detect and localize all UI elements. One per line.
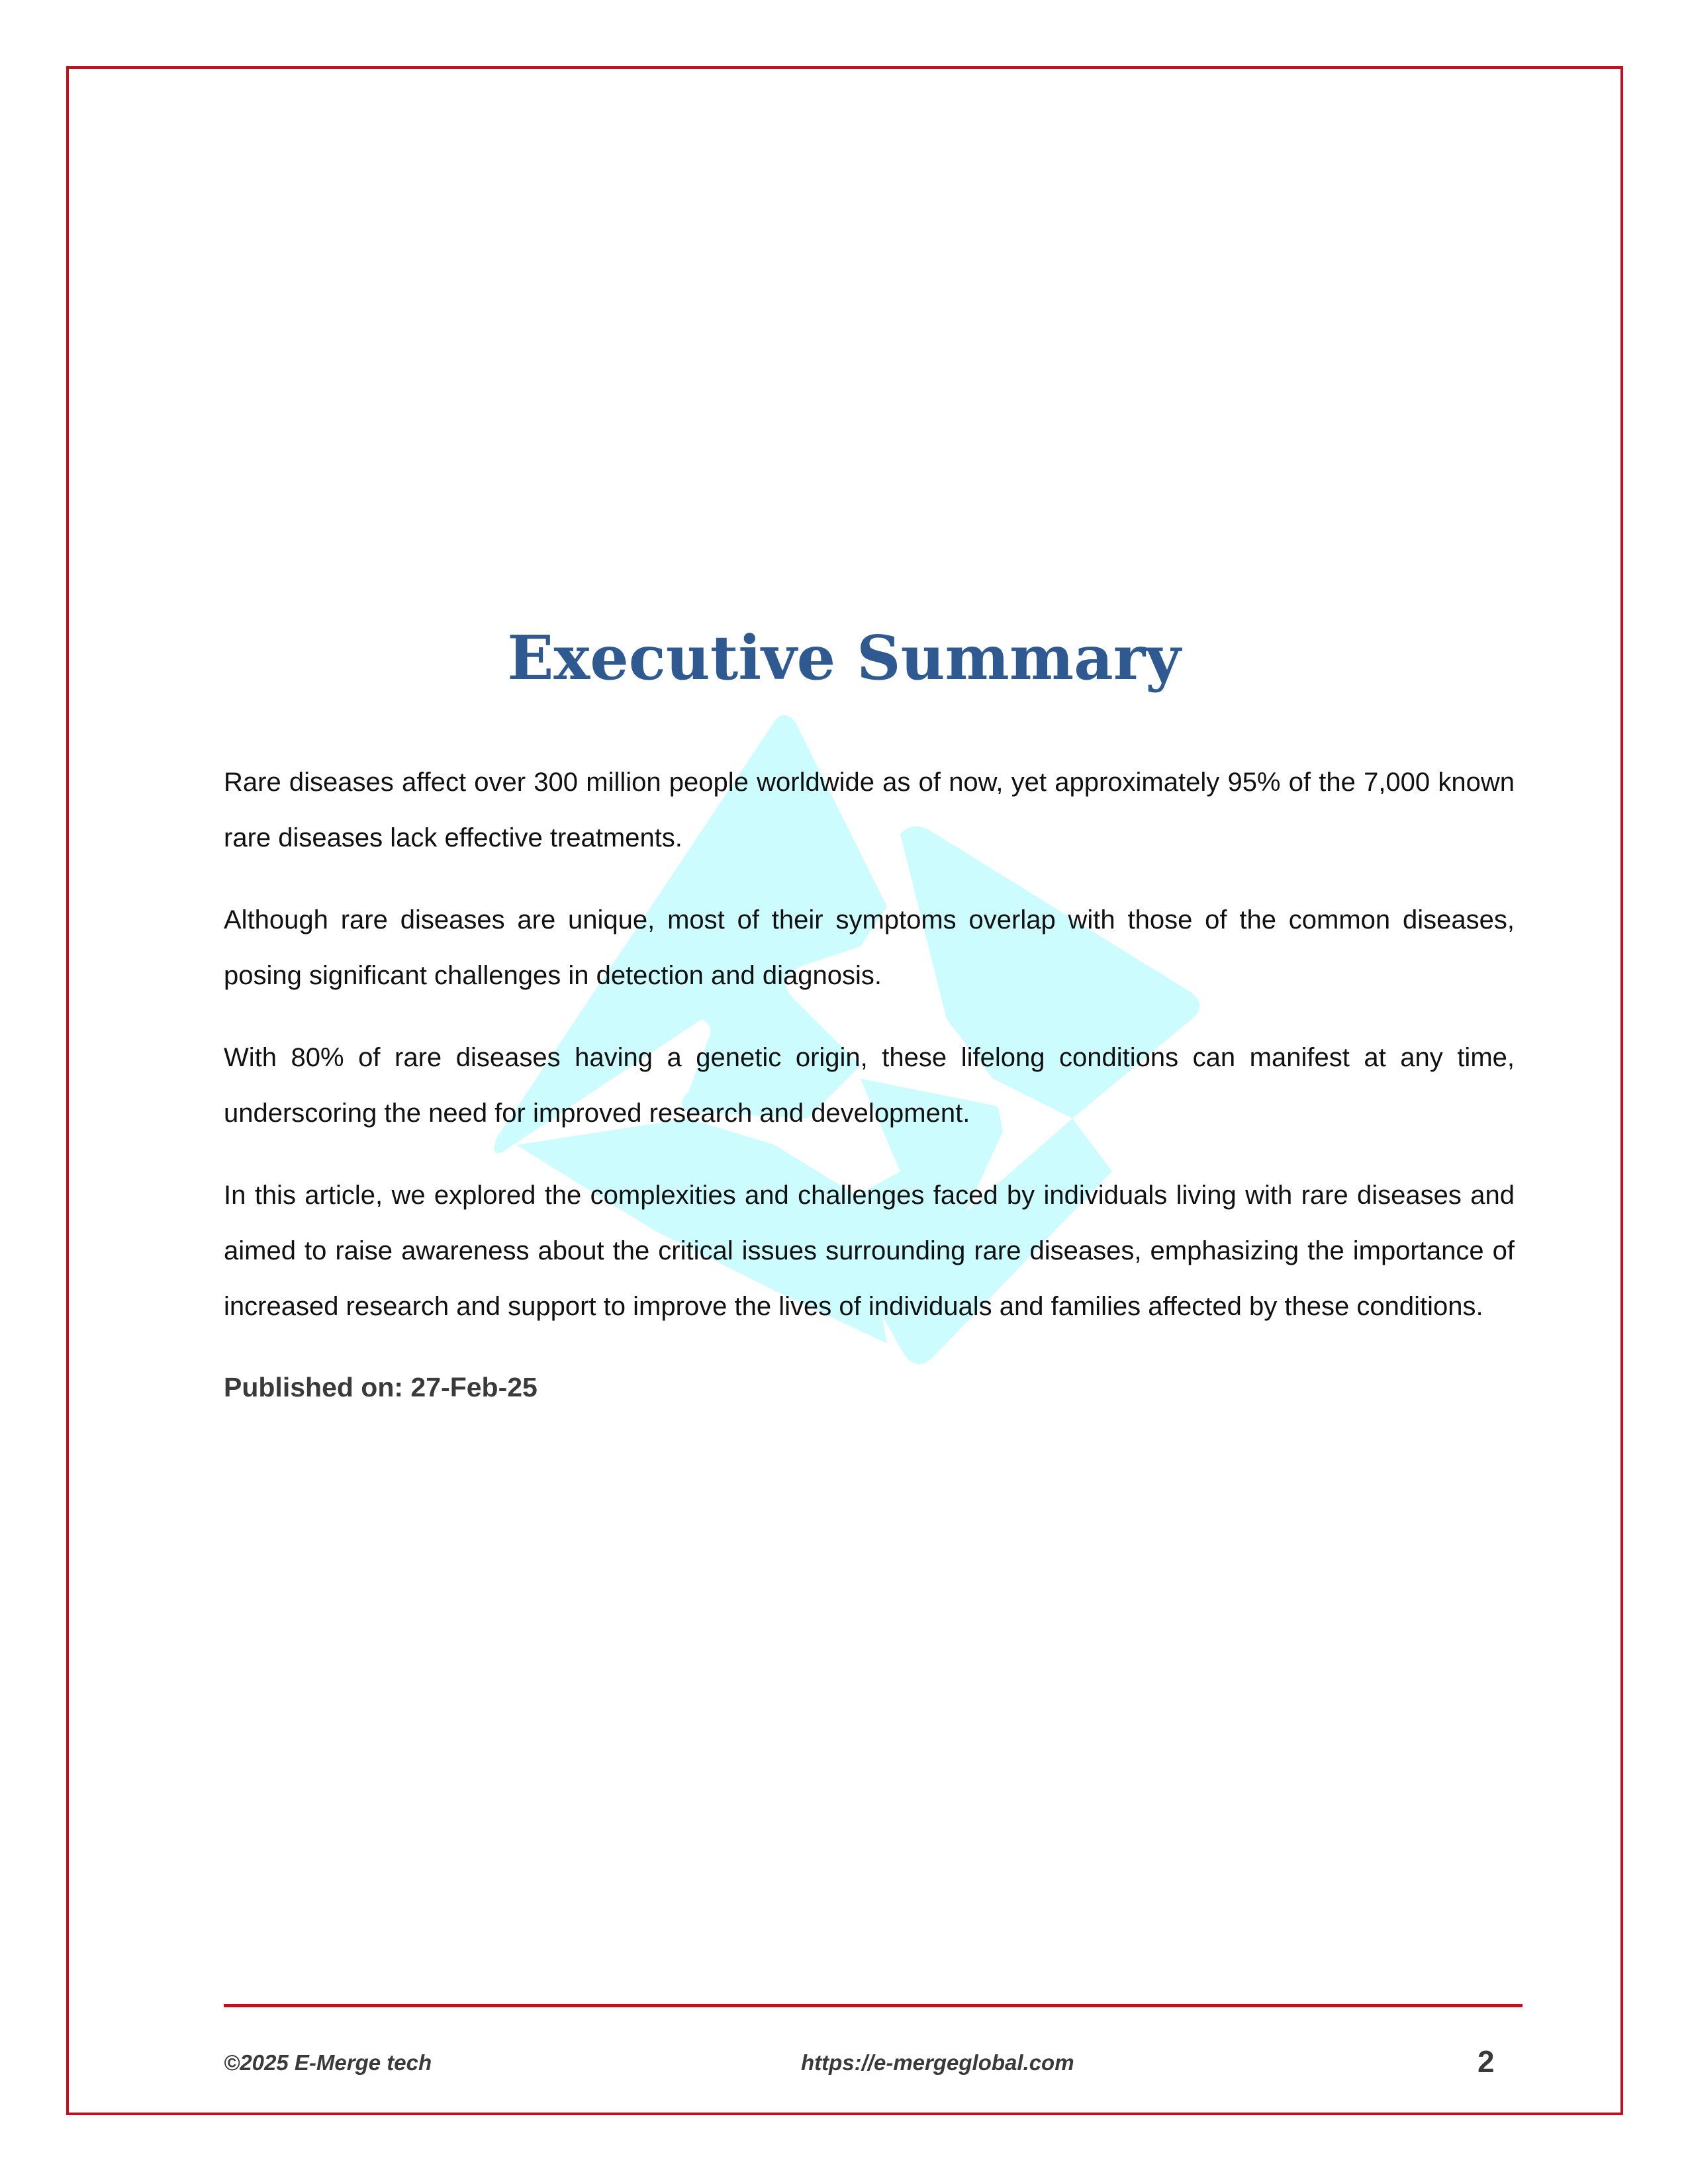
summary-paragraph: Rare diseases affect over 300 million people worldwide as of now, yet approximately 95% of the 7,000 known rare diseases lack effective treatments.: [224, 768, 1515, 852]
summary-paragraph: In this article, we explored the complexities and challenges faced by individuals living with rare diseases and aimed to raise awareness about the critical issues surrounding rare diseases, emphasizing the importance of increased research and support to improve the lives of individuals and families affected by these conditions.: [224, 1181, 1515, 1321]
summary-body: [224, 754, 1515, 1407]
footer-url-link[interactable]: https://e-mergeglobal.com: [801, 2050, 1074, 2075]
page-number: 2: [1477, 2044, 1495, 2079]
page-title: Executive Summary: [507, 622, 1181, 694]
footer-copyright: ©2025 E-Merge tech: [224, 2050, 432, 2075]
footer-divider: [224, 2004, 1523, 2007]
summary-paragraph: With 80% of rare diseases having a genetic origin, these lifelong conditions can manifest at any time, underscoring the need for improved research and development.: [224, 1043, 1515, 1128]
summary-paragraph: Although rare diseases are unique, most of their symptoms overlap with those of the common diseases, posing significant challenges in detection and diagnosis.: [224, 905, 1515, 990]
published-date: Published on: 27-Feb-25: [224, 1372, 538, 1402]
